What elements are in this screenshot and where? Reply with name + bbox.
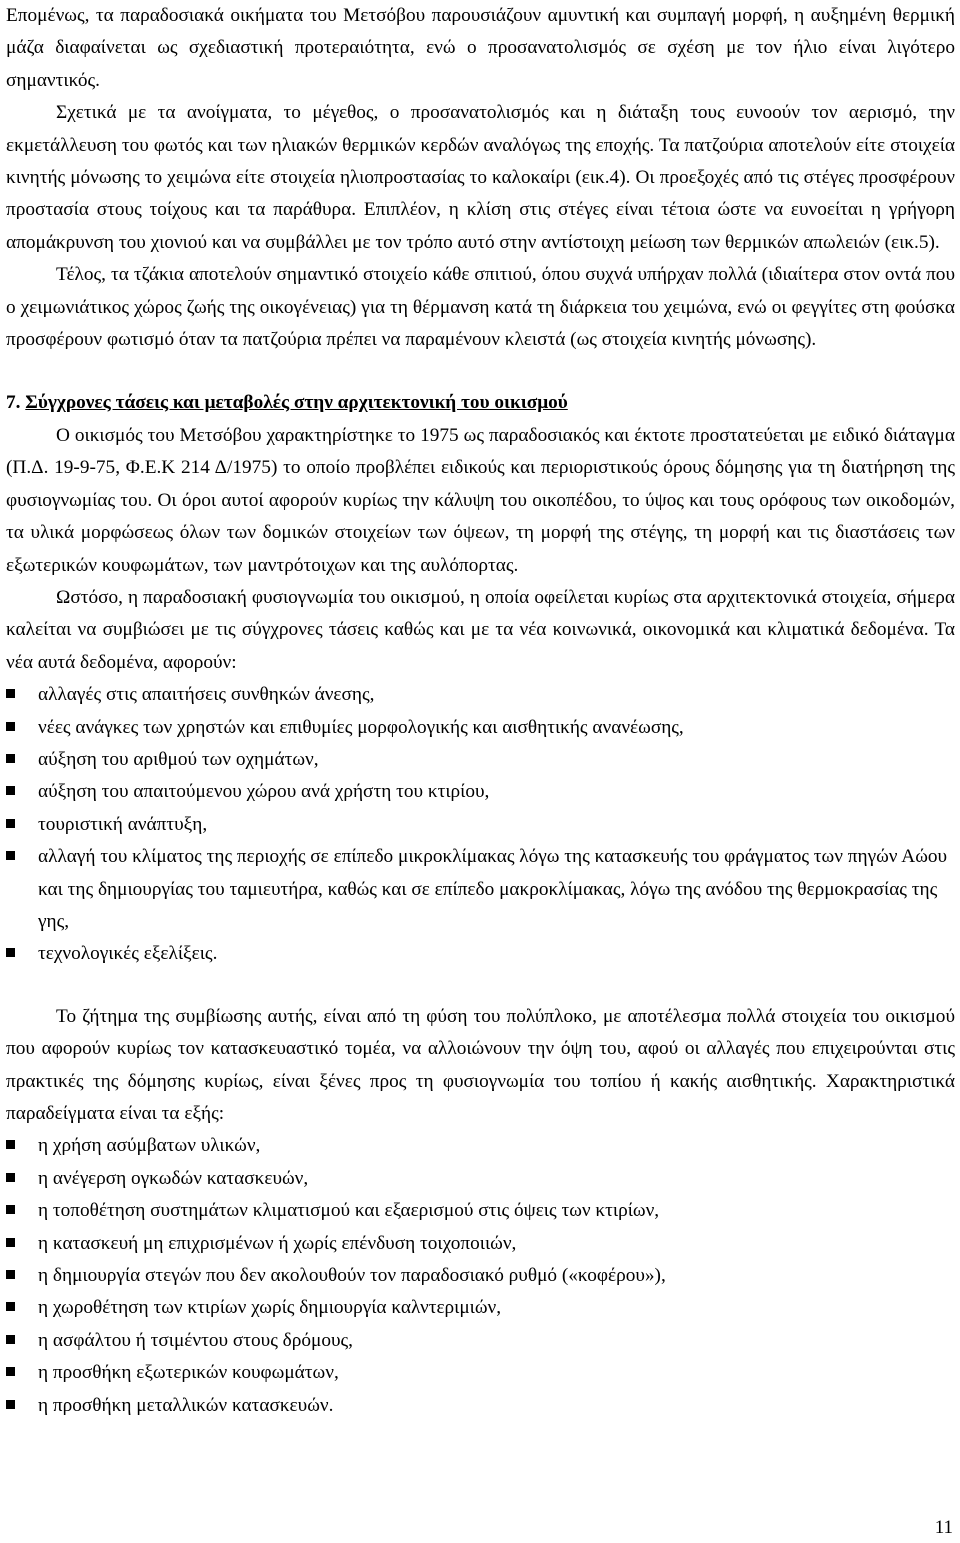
paragraph: Ωστόσο, η παραδοσιακή φυσιογνωμία του οικισμού, η οποία οφείλεται κυρίως στα αρχιτεκτονικά στοιχεία, σήμερα καλείται να συμβιώσει με τις σύγχρονες τάσεις καθώς και με τα νέα κοινωνικά, οικονομικά και κλιματικά δεδομένα. Τα νέα αυτά δεδομένα, αφορούν: xyxy=(6,586,955,673)
list-item-text: η τοποθέτηση συστημάτων κλιματισμού και εξαερισμού στις όψεις των κτιρίων, xyxy=(38,1200,660,1222)
list-item xyxy=(6,1163,955,1195)
square-bullet-icon xyxy=(6,1238,15,1247)
paragraph: Το ζήτημα της συμβίωσης αυτής, είναι από τη φύση του πολύπλοκο, με αποτέλεσμα πολλά στοιχεία του οικισμού που αφορούν κυρίως τον κατασκευαστικό τομέα, να αλλοιώνουν την όψη του, αφού οι αλλαγές που επιχειρούνται στις πρακτικές της δόμησης κυρίως, είναι ξένες προς τη φυσιογνωμία του τοπίου ή κακής αισθητικής. Χαρακτηριστικά παραδείγματα είναι τα εξής: xyxy=(6,1005,955,1124)
list-item-text: η χωροθέτηση των κτιρίων χωρίς δημιουργία καλντεριμιών, xyxy=(38,1297,502,1319)
page-number: 11 xyxy=(934,1517,953,1538)
list-item xyxy=(6,938,955,970)
list-item xyxy=(6,1390,955,1422)
list-item-text: η χρήση ασύμβατων υλικών, xyxy=(38,1135,261,1157)
list-item xyxy=(6,809,955,841)
paragraph: Σχετικά με τα ανοίγματα, το μέγεθος, ο προσανατολισμός και η διάταξη τους ευνοούν τον αερισμό, την εκμετάλλευση του φωτός και των ηλιακών θερμικών κερδών αναλόγως της εποχής. Τα πατζούρια αποτελούν είτε στοιχεία κινητής μόνωσης το χειμώνα είτε στοιχεία ηλιοπροστασίας το καλοκαίρι (εικ.4). Οι προεξοχές από τις στέγες προσφέρουν προστασία στους τοίχους και τα παράθυρα. Επιπλέον, η κλίση στις στέγες είναι τέτοια ώστε να ευνοείται η γρήγορη απομάκρυνση του χιονιού και να συμβάλλει με τον τρόπο αυτό στην αντίστοιχη μείωση των θερμικών απωλειών (εικ.5). xyxy=(6,102,955,253)
square-bullet-icon xyxy=(6,1140,15,1149)
square-bullet-icon xyxy=(6,1173,15,1182)
bullet-list-examples xyxy=(6,1130,955,1422)
list-item-text: τεχνολογικές εξελίξεις. xyxy=(38,943,218,965)
list-item xyxy=(6,712,955,744)
list-item-text: τουριστική ανάπτυξη, xyxy=(38,813,208,835)
list-item xyxy=(6,1357,955,1389)
list-item xyxy=(6,679,955,711)
square-bullet-icon xyxy=(6,722,15,731)
section-title: Σύγχρονες τάσεις και μεταβολές στην αρχιτεκτονική του οικισμού xyxy=(25,392,568,414)
list-item-text: αύξηση του απαιτούμενου χώρου ανά χρήστη του κτιρίου, xyxy=(38,781,490,803)
section-number: 7. xyxy=(6,392,21,414)
bullet-list-changes xyxy=(6,679,955,971)
list-item-text: η δημιουργία στεγών που δεν ακολουθούν τον παραδοσιακό ρυθμό («κοφέρου»), xyxy=(38,1265,666,1287)
paragraph: Επομένως, τα παραδοσιακά οικήματα του Μετσόβου παρουσιάζουν αμυντική και συμπαγή μορφή, η αυξημένη θερμική μάζα διαφαίνεται ως σχεδιαστική προτεραιότητα, ενώ ο προσανατολισμός σε σχέση με τον ήλιο είναι λιγότερο σημαντικός. xyxy=(6,5,955,91)
list-item-text: η ανέγερση ογκωδών κατασκευών, xyxy=(38,1167,309,1189)
square-bullet-icon xyxy=(6,1205,15,1214)
list-item xyxy=(6,841,955,938)
list-item-text: αλλαγές στις απαιτήσεις συνθηκών άνεσης, xyxy=(38,684,375,706)
list-item-text: η κατασκευή μη επιχρισμένων ή χωρίς επένδυση τοιχοποιιών, xyxy=(38,1232,517,1254)
list-item xyxy=(6,744,955,776)
square-bullet-icon xyxy=(6,851,15,860)
list-item-text: η ασφάλτου ή τσιμέντου στους δρόμους, xyxy=(38,1329,353,1351)
square-bullet-icon xyxy=(6,754,15,763)
square-bullet-icon xyxy=(6,689,15,698)
list-item-text: αλλαγή του κλίματος της περιοχής σε επίπεδο μικροκλίμακας λόγω της κατασκευής του φράγματος των πηγών Αώου και της δημιουργίας του ταμιευτήρα, καθώς και σε επίπεδο μακροκλίμακας, λόγω της ανόδου της θερμοκρασίας της γης, xyxy=(38,846,948,932)
square-bullet-icon xyxy=(6,1367,15,1376)
section-heading xyxy=(6,387,955,419)
list-item xyxy=(6,1292,955,1324)
square-bullet-icon xyxy=(6,1270,15,1279)
list-item-text: αύξηση του αριθμού των οχημάτων, xyxy=(38,748,319,770)
spacer xyxy=(6,971,955,1001)
square-bullet-icon xyxy=(6,1400,15,1409)
list-item xyxy=(6,1260,955,1292)
square-bullet-icon xyxy=(6,948,15,957)
paragraph: Τέλος, τα τζάκια αποτελούν σημαντικό στοιχείο κάθε σπιτιού, όπου συχνά υπήρχαν πολλά (ιδιαίτερα στον οντά που ο χειμωνιάτικος χώρος ζωής της οικογένειας) για τη θέρμανση κατά τη διάρκεια του χειμώνα, ενώ οι φεγγίτες στη φούσκα προσφέρουν φωτισμό όταν τα πατζούρια πρέπει να παραμένουν κλειστά (ως στοιχεία κινητής μόνωσης). xyxy=(6,264,955,351)
list-item-text: η προσθήκη μεταλλικών κατασκευών. xyxy=(38,1394,334,1416)
square-bullet-icon xyxy=(6,1335,15,1344)
list-item xyxy=(6,1130,955,1162)
list-item xyxy=(6,1325,955,1357)
list-item xyxy=(6,1228,955,1260)
square-bullet-icon xyxy=(6,819,15,828)
square-bullet-icon xyxy=(6,786,15,795)
list-item-text: νέες ανάγκες των χρηστών και επιθυμίες μορφολογικής και αισθητικής ανανέωσης, xyxy=(38,716,684,738)
list-item xyxy=(6,776,955,808)
list-item xyxy=(6,1195,955,1227)
page-content xyxy=(6,0,955,1422)
list-item-text: η προσθήκη εξωτερικών κουφωμάτων, xyxy=(38,1362,339,1384)
square-bullet-icon xyxy=(6,1302,15,1311)
paragraph: Ο οικισμός του Μετσόβου χαρακτηρίστηκε το 1975 ως παραδοσιακός και έκτοτε προστατεύεται με ειδικό διάταγμα (Π.Δ. 19-9-75, Φ.Ε.Κ 214 Δ/1975) το οποίο προβλέπει ειδικούς και περιοριστικούς όρους δόμησης για τη διατήρηση της φυσιογνωμίας του. Οι όροι αυτοί αφορούν κυρίως την κάλυψη του οικοπέδου, το ύψος και τους ορόφους των οικοδομών, τα υλικά μορφώσεως όλων των δομικών στοιχείων των όψεων, τη μορφή της στέγης, τη μορφή και τις διαστάσεις των εξωτερικών κουφωμάτων, των μαντρότοιχων και της αυλόπορτας. xyxy=(6,424,955,576)
